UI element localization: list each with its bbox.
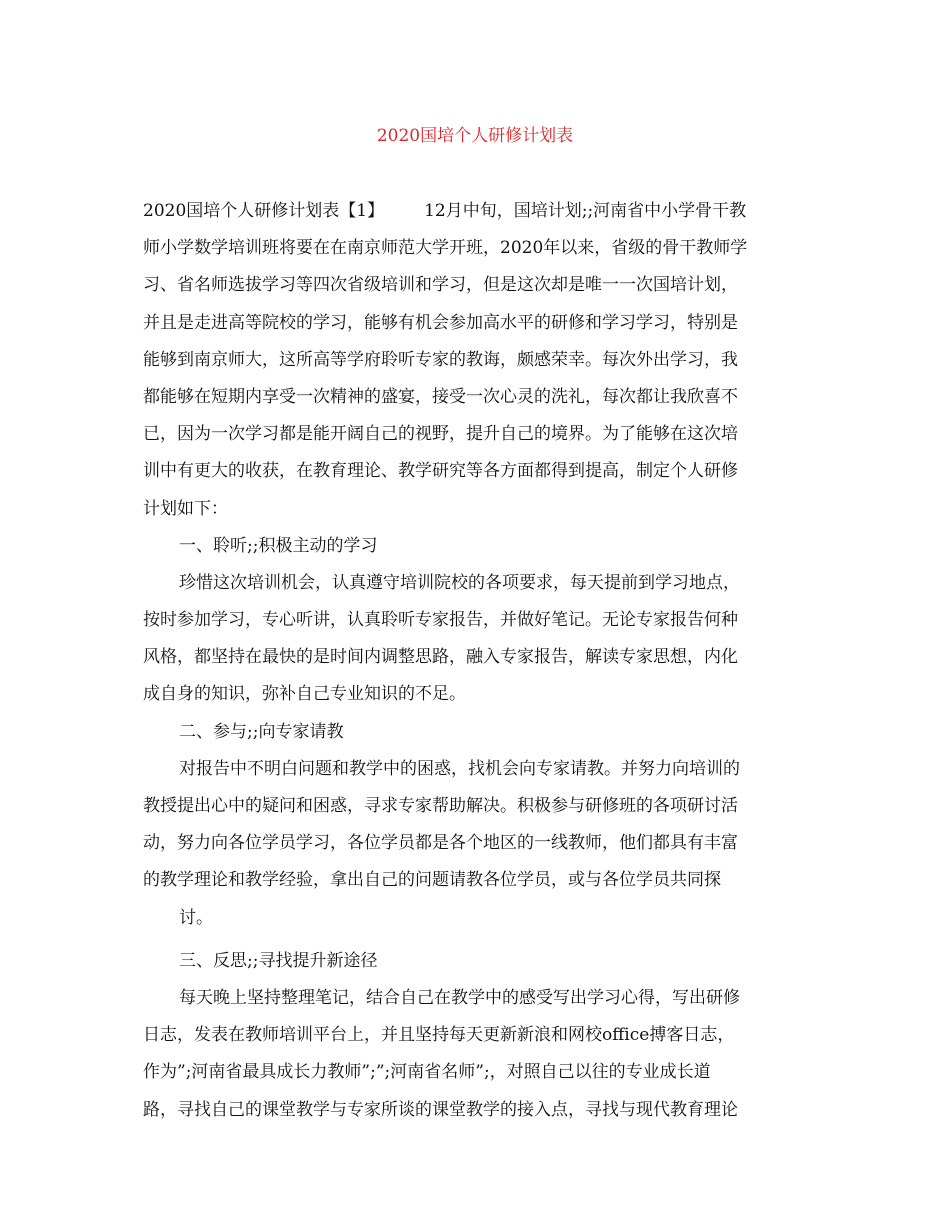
paragraph-line: 对报告中不明白问题和教学中的困惑，找机会向专家请教。并努力向培训的 (179, 758, 740, 779)
paragraph-line: 都能够在短期内享受一次精神的盛宴，接受一次心灵的洗礼，每次都让我欣喜不 (143, 386, 738, 407)
paragraph-line: 训中有更大的收获，在教育理论、教学研究等各方面都得到提高，制定个人研修 (143, 461, 738, 482)
paragraph-line: 习、省名师选拔学习等四次省级培训和学习，但是这次却是唯一一次国培计划， (143, 275, 738, 296)
paragraph-text: 12月中旬，国培计划;;河南省中小学骨干教 (424, 201, 747, 221)
paragraph-line: 教授提出心中的疑问和困惑，寻求专家帮助解决。积极参与研修班的各项研讨活 (143, 796, 738, 816)
paragraph-line: 成自身的知识，弥补自己专业知识的不足。 (143, 684, 466, 705)
document-title: 2020国培个人研修计划表 (376, 126, 574, 146)
paragraph-line: 风格，都坚持在最快的是时间内调整思路，融入专家报告，解读专家思想，内化 (143, 647, 738, 668)
paragraph-line: 作为”;河南省最具成长力教师”;”;河南省名师”;，对照自己以往的专业成长道 (143, 1062, 711, 1083)
paragraph-line: 每天晚上坚持整理笔记，结合自己在教学中的感受写出学习心得，写出研修 (179, 987, 740, 1008)
paragraph-line: 计划如下： (143, 498, 228, 519)
paragraph-line: 已，因为一次学习都是能开阔自己的视野，提升自己的境界。为了能够在这次培 (143, 424, 738, 445)
paragraph-line: 动，努力向各位学员学习，各位学员都是各个地区的一线教师，他们都具有丰富 (143, 833, 738, 854)
paragraph-line: 能够到南京师大，这所高等学府聆听专家的教诲，颇感荣幸。每次外出学习，我 (143, 349, 738, 370)
document-body (143, 193, 803, 1129)
section-heading-2: 二、参与;;向专家请教 (179, 721, 344, 742)
paragraph-line: 的教学理论和教学经验，拿出自己的问题请教各位学员，或与各位学员共同探 (143, 870, 721, 891)
paragraph-line (143, 193, 803, 230)
paragraph-line: 讨。 (179, 907, 213, 928)
paragraph-line: 并且是走进高等院校的学习，能够有机会参加高水平的研修和学习学习，特别是 (143, 312, 738, 333)
section-heading-3: 三、反思;;寻找提升新途径 (179, 950, 378, 971)
paragraph-line: 师小学数学培训班将要在在南京师范大学开班，2020年以来，省级的骨干教师学 (143, 238, 748, 259)
paragraph-line: 路，寻找自己的课堂教学与专家所谈的课堂教学的接入点，寻找与现代教育理论 (143, 1099, 738, 1120)
section-heading-1: 一、聆听;;积极主动的学习 (179, 535, 378, 556)
plan-heading-inline: 2020国培个人研修计划表【1】 (143, 201, 385, 221)
paragraph-line: 按时参加学习，专心听讲，认真聆听专家报告，并做好笔记。无论专家报告何种 (143, 610, 738, 631)
paragraph-line: 日志，发表在教师培训平台上，并且坚持每天更新新浪和网校office搏客日志， (143, 1025, 735, 1046)
paragraph-line: 珍惜这次培训机会，认真遵守培训院校的各项要求，每天提前到学习地点， (179, 572, 740, 593)
